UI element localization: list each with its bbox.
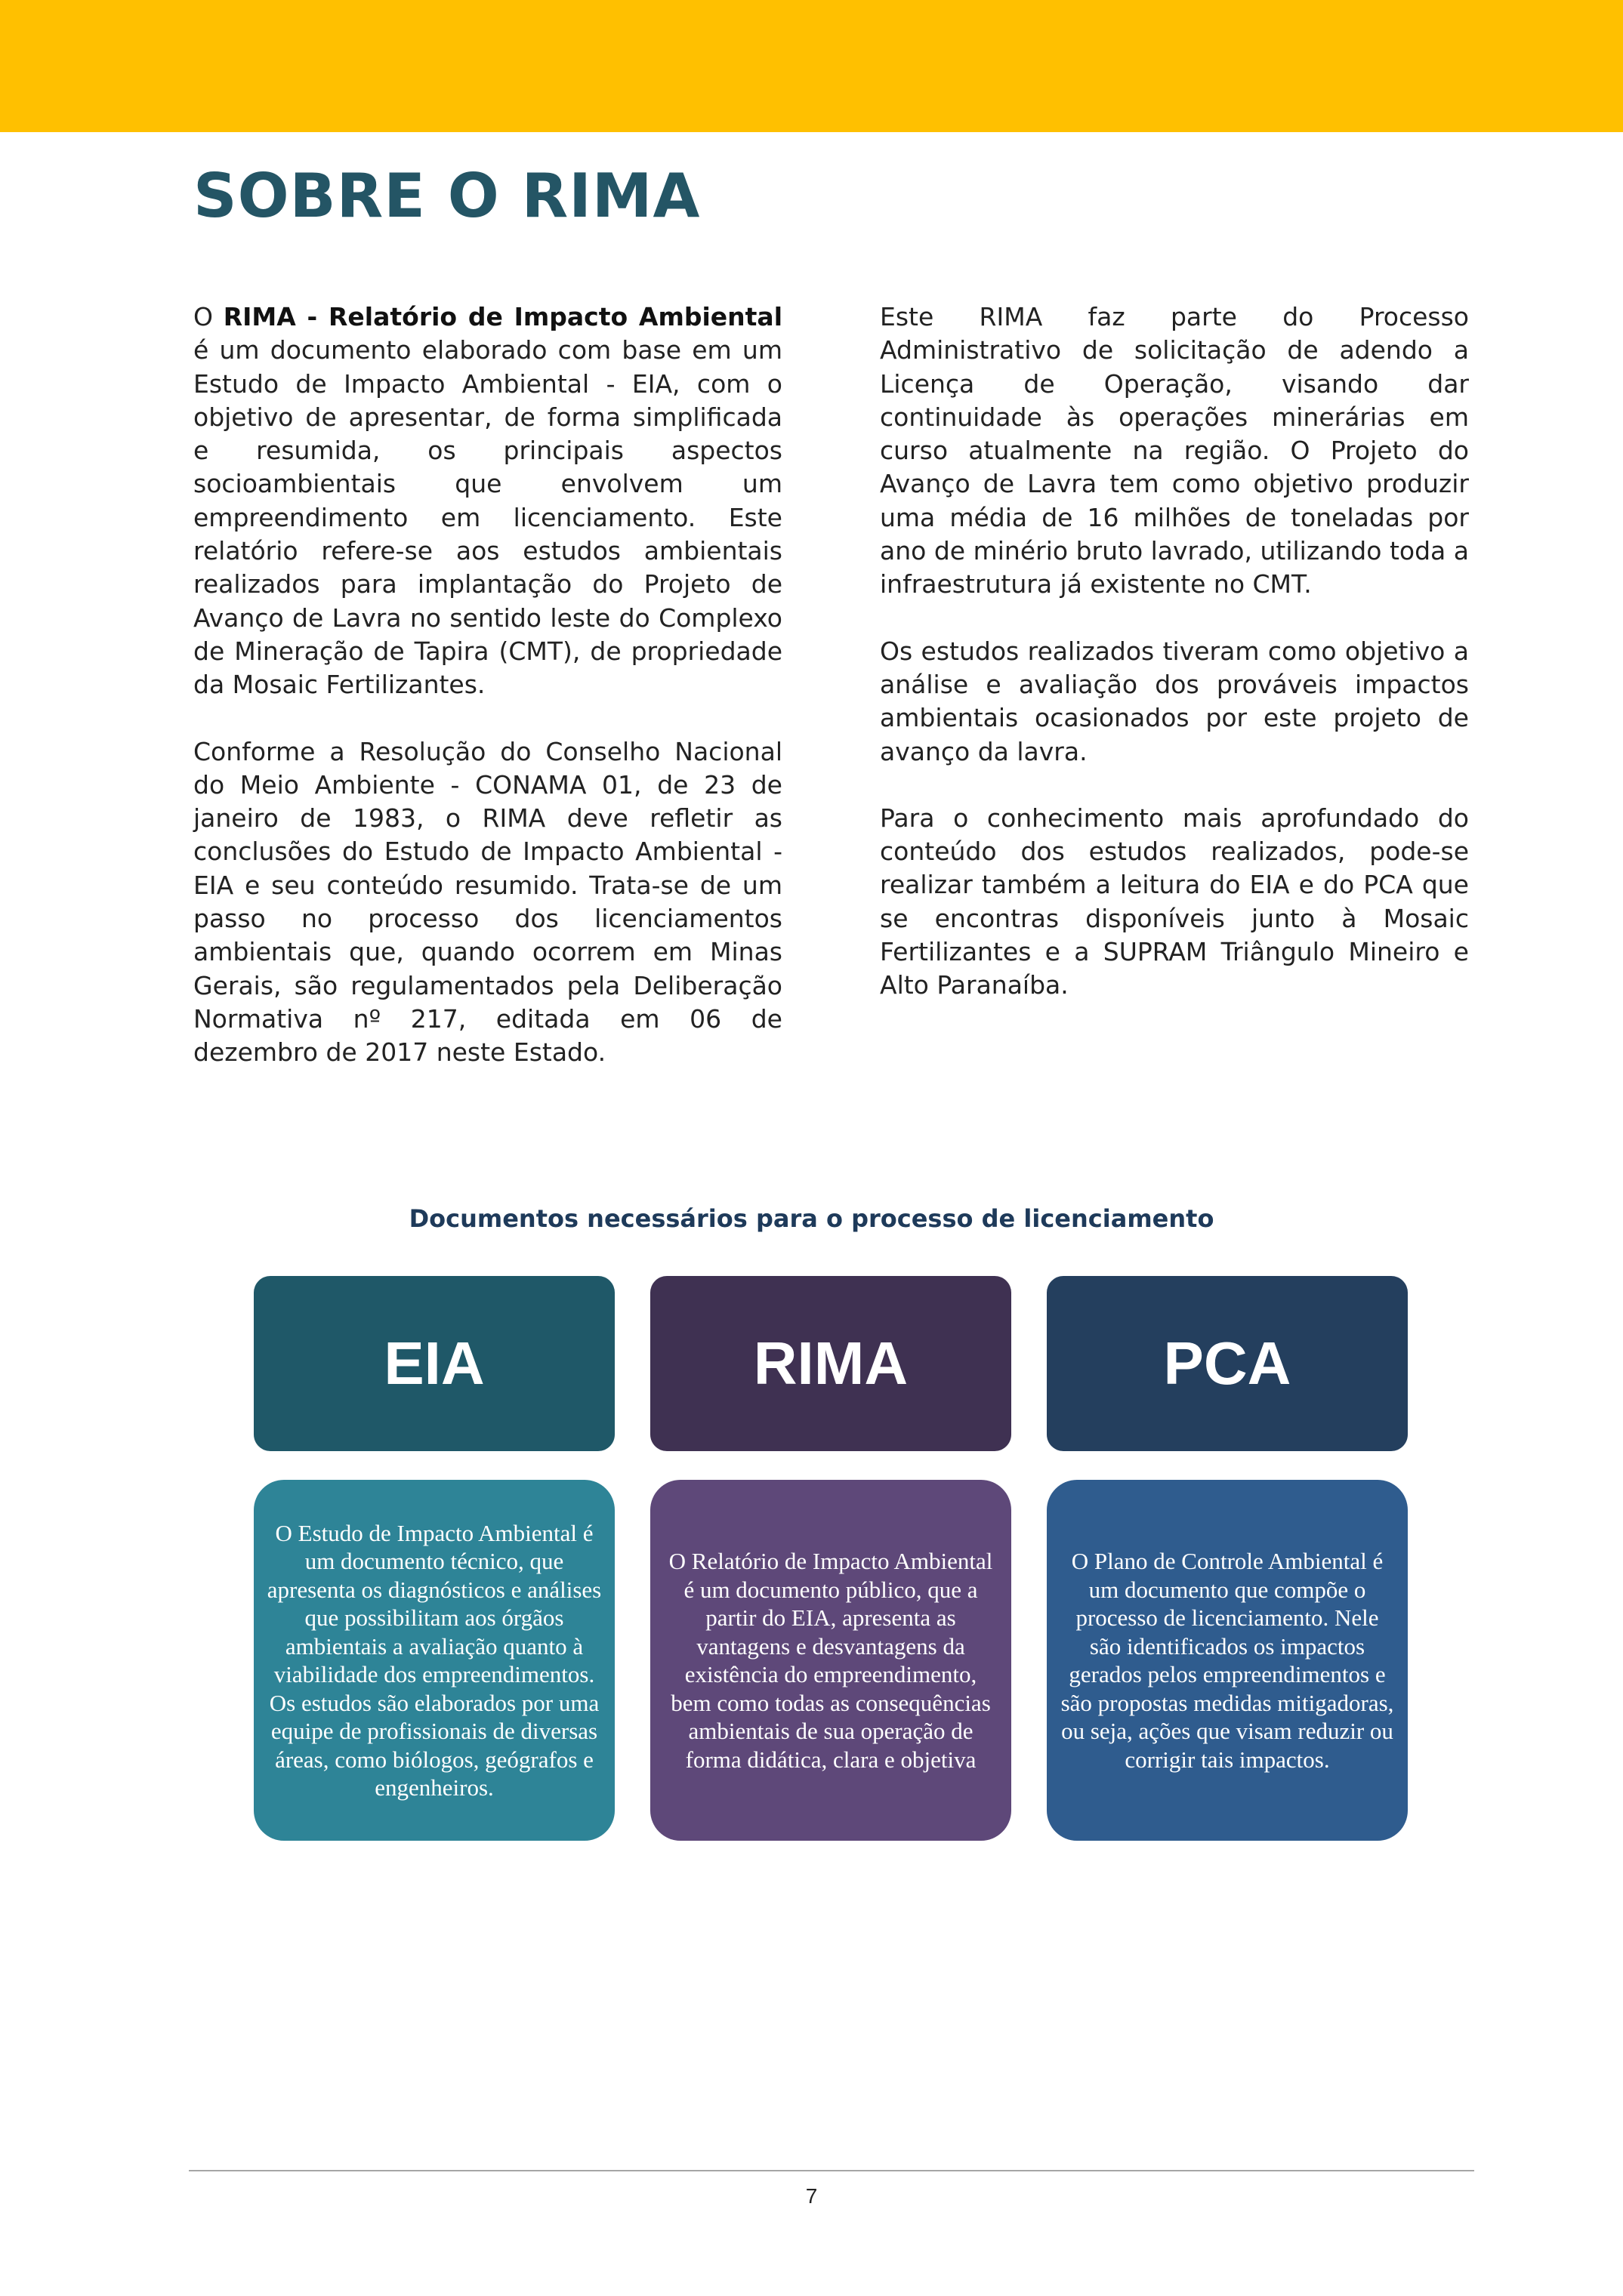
diagram-title: Documentos necessários para o processo de licenciamento [409, 1204, 1214, 1233]
rima-header-box: RIMA [650, 1276, 1011, 1451]
left-paragraph-2: Conforme a Resolução do Conselho Nacional do Meio Ambiente - CONAMA 01, de 23 de janeiro de 1983, o RIMA deve refletir as conclusões do Estudo de Impacto Ambiental - EIA e seu conteúdo resumido. Trata-se de um passo no processo dos licenciamentos ambientais que, quando ocorrem em Minas Gerais, são regulamentados pela Deliberação Normativa nº 217, editada em 06 de dezembro de 2017 neste Estado. [193, 736, 782, 1068]
pca-description-box [1047, 1480, 1408, 1841]
pca-header-box: PCA [1047, 1276, 1408, 1451]
eia-description-box [254, 1480, 615, 1841]
rima-description-box [650, 1480, 1011, 1841]
right-column [880, 300, 1469, 1036]
left-column [193, 300, 782, 1103]
eia-header-box: EIA [254, 1276, 615, 1451]
eia-description-text: O Estudo de Impacto Ambiental é um documento técnico, que apresenta os diagnósticos e análises que possibilitam aos órgãos ambientais a avaliação quanto à viabilidade dos empreendimentos. Os estudos são elaborados por uma equipe de profissionais de diversas áreas, como biólogos, geógrafos e engenheiros. [267, 1519, 602, 1801]
left-p1-bold: RIMA - Relatório de Impacto Ambiental [223, 302, 782, 331]
left-p1-prefix: O [193, 302, 224, 331]
right-paragraph-1: Este RIMA faz parte do Processo Administrativo de solicitação de adendo a Licença de Operação, visando dar continuidade às operações minerárias em curso atualmente na região. O Projeto do Avanço de Lavra tem como objetivo produzir uma média de 16 milhões de toneladas por ano de minério bruto lavrado, utilizando toda a infraestrutura já existente no CMT. [880, 302, 1469, 599]
left-p1-rest: é um documento elaborado com base em um Estudo de Impacto Ambiental - EIA, com o objetivo de apresentar, de forma simplificada e resumida, os principais aspectos socioambientais que envolvem um empreendimento em licenciamento. Este relatório refere-se aos estudos ambientais realizados para implantação do Projeto de Avanço de Lavra no sentido leste do Complexo de Mineração de Tapira (CMT), de propriedade da Mosaic Fertilizantes. [193, 335, 782, 700]
footer-divider [189, 2170, 1474, 2171]
page-number: 7 [805, 2184, 818, 2208]
rima-description-text: O Relatório de Impacto Ambiental é um documento público, que a partir do EIA, apresenta as vantagens e desvantagens da existência do empreendimento, bem como todas as consequências ambientais de sua operação de forma didática, clara e objetiva [668, 1548, 993, 1773]
page-title: SOBRE O RIMA [193, 161, 701, 231]
left-paragraph-1 [193, 300, 782, 702]
pca-description-text: O Plano de Controle Ambiental é um documento que compõe o processo de licenciamento. Nele são identificados os impactos gerados pelos empreendimentos e são propostas medidas mitigadoras, ou seja, ações que visam reduzir ou corrigir tais impactos. [1060, 1548, 1394, 1773]
right-paragraph-3: Para o conhecimento mais aprofundado do conteúdo dos estudos realizados, pode-se realizar também a leitura do EIA e do PCA que se encontras disponíveis junto à Mosaic Fertilizantes e a SUPRAM Triângulo Mineiro e Alto Paranaíba. [880, 803, 1469, 1000]
top-accent-bar [0, 0, 1623, 132]
right-paragraph-2: Os estudos realizados tiveram como objetivo a análise e avaliação dos prováveis impactos ambientais ocasionados por este projeto de avanço da lavra. [880, 636, 1469, 766]
